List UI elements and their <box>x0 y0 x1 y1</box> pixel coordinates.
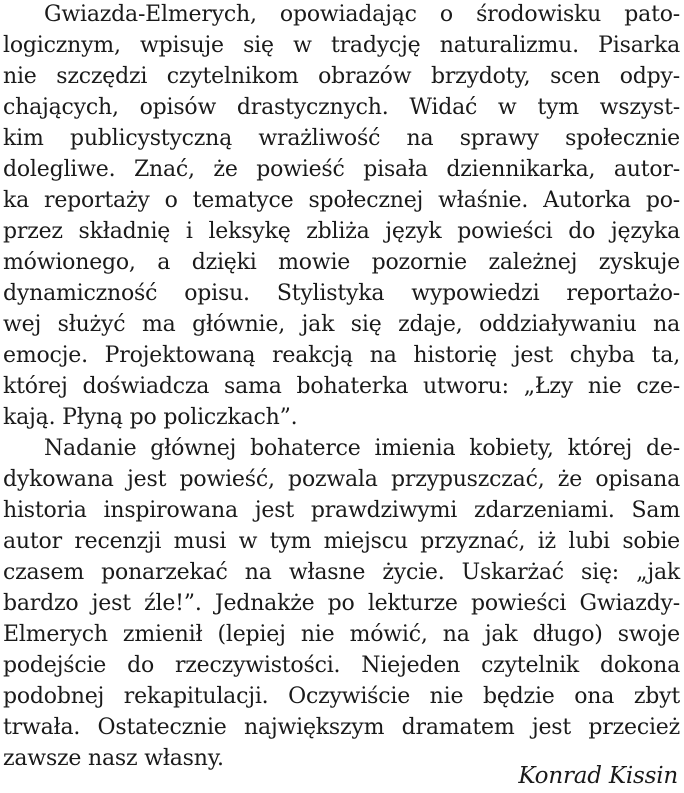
text-line: Elmerych zmienił (lepiej nie mówić, na jak długo) swoje <box>3 622 680 647</box>
text-line: podejście do rzeczywistości. Niejeden czytelnik dokona <box>3 653 680 678</box>
text-line: bardzo jest źle!”. Jednakże po lekturze powieści Gwiazdy- <box>3 591 680 616</box>
text-line: Gwiazda-Elmerych, opowiadając o środowisku pato- <box>44 2 680 27</box>
text-line: podobnej rekapitulacji. Oczywiście nie będzie ona zbyt <box>3 684 680 709</box>
text-line: nie szczędzi czytelnikom obrazów brzydoty, scen odpy- <box>3 64 680 89</box>
text-line: wej służyć ma głównie, jak się zdaje, oddziaływaniu na <box>3 312 680 337</box>
text-line: ka reportaży o tematyce społecznej właśnie. Autorka po- <box>3 188 680 213</box>
text-line: logicznym, wpisuje się w tradycję naturalizmu. Pisarka <box>3 33 680 58</box>
text-line: autor recenzji musi w tym miejscu przyznać, iż lubi sobie <box>3 529 680 554</box>
author-signature: Konrad Kissin <box>518 763 678 789</box>
text-line: dynamiczność opisu. Stylistyka wypowiedzi reportażo- <box>3 281 680 306</box>
text-line: mówionego, a dzięki mowie pozornie zależnej zyskuje <box>3 250 680 275</box>
text-line: której doświadcza sama bohaterka utworu: „Łzy nie cze- <box>3 374 680 399</box>
text-line: dykowana jest powieść, pozwala przypuszczać, że opisana <box>3 467 680 492</box>
text-line: kim publicystyczną wrażliwość na sprawy społecznie <box>3 126 680 151</box>
text-line: zawsze nasz własny. <box>3 746 224 771</box>
text-line: historia inspirowana jest prawdziwymi zdarzeniami. Sam <box>3 498 680 523</box>
text-line: emocje. Projektowaną reakcją na historię jest chyba ta, <box>3 343 680 368</box>
text-line: dolegliwe. Znać, że powieść pisała dziennikarka, autor- <box>3 157 680 182</box>
text-line: przez składnię i leksykę zbliża język powieści do języka <box>3 219 680 244</box>
text-line: chających, opisów drastycznych. Widać w tym wszyst- <box>3 95 680 120</box>
text-line: Nadanie głównej bohaterce imienia kobiety, której de- <box>44 436 680 461</box>
text-line: czasem ponarzekać na własne życie. Uskarżać się: „jak <box>3 560 680 585</box>
text-line: kają. Płyną po policzkach”. <box>3 405 298 430</box>
text-line: trwała. Ostatecznie największym dramatem jest przecież <box>3 715 680 740</box>
